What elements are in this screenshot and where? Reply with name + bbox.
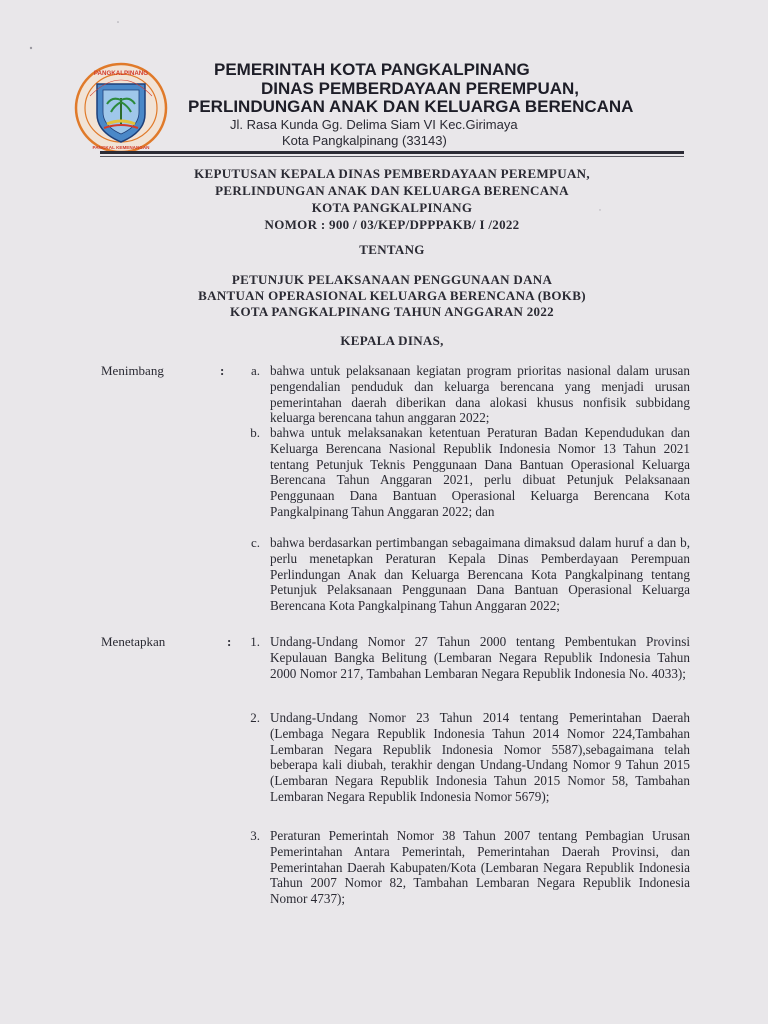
menimbang-item-marker: c. (250, 535, 260, 550)
menetapkan-item-text: Peraturan Pemerintah Nomor 38 Tahun 2007 tentang Pembagian Urusan Pemerintahan Antara Pemerintah, Pemerintahan Daerah Provinsi, dan Pemerintahan Daerah Kabupaten/Kota (Lembaran Negara Republik Indonesia Tahun 2007 Nomor 82, Tambahan Lembaran Negara Republik Indonesia Nomor 4737); (270, 828, 690, 907)
svg-text:PANGKALPINANG: PANGKALPINANG (93, 70, 149, 77)
decree-title-line2: PERLINDUNGAN ANAK DAN KELUARGA BERENCANA (215, 183, 569, 198)
decree-title-line1: KEPUTUSAN KEPALA DINAS PEMBERDAYAAN PEREMPUAN, (194, 166, 590, 181)
letterhead-agency-line1: DINAS PEMBERDAYAAN PEREMPUAN, (261, 79, 580, 98)
letterhead-address: Jl. Rasa Kunda Gg. Delima Siam VI Kec.Girimaya (230, 117, 518, 132)
menimbang-label: Menimbang (101, 363, 164, 378)
menimbang-item-text: bahwa berdasarkan pertimbangan sebagaimana dimaksud dalam huruf a dan b, perlu menetapkan Peraturan Kepala Dinas Pemberdayaan Perempuan Perlindungan Anak dan Keluarga Berencana Kota Pangkalpinang tentang Petunjuk Pelaksanaan Penggunaan Dana Bantuan Operasional Keluarga Berencana Kota Pangkalpinang Tahun Anggaran 2022; (270, 535, 690, 614)
menetapkan-colon: : (227, 634, 232, 649)
menetapkan-item-text: Undang-Undang Nomor 23 Tahun 2014 tentang Pemerintahan Daerah (Lembaga Negara Republik Indonesia Tahun 2014 Nomor 224,Tambahan Lembaran Negara Republik Indonesia Nomor 5587),sebagaimana telah beberapa kali diubah, terakhir dengan Undang-Undang Nomor 9 Tahun 2015 (Lembaran Negara Republik Indonesia Tahun 2015 Nomor 58, Tambahan Lembaran Negara Republik Indonesia Nomor 5679); (270, 710, 690, 804)
decree-subject-line1: PETUNJUK PELAKSANAAN PENGGUNAAN DANA (231, 272, 553, 287)
menimbang-item-text: bahwa untuk pelaksanaan kegiatan program prioritas nasional dalam urusan pengendalian penduduk dan keluarga berencana yang menjadi urusan pemerintahan daerah diberikan dana alokasi khusus nonfisik subbidang keluarga berencana tahun anggaran 2022; (270, 363, 690, 426)
letterhead-city-postcode: Kota Pangkalpinang (33143) (282, 133, 447, 148)
menimbang-colon: : (220, 363, 225, 378)
menimbang-item-marker: b. (250, 425, 260, 440)
menetapkan-item-marker: 3. (250, 828, 260, 843)
menimbang-item-marker: a. (250, 363, 260, 378)
decree-subject-line3: KOTA PANGKALPINANG TAHUN ANGGARAN 2022 (230, 304, 554, 319)
letterhead-government: PEMERINTAH KOTA PANGKALPINANG (214, 60, 530, 79)
letterhead-agency-line2: PERLINDUNGAN ANAK DAN KELUARGA BERENCANA (188, 97, 634, 116)
decree-subject-line2: BANTUAN OPERASIONAL KELUARGA BERENCANA (BOKB) (198, 288, 586, 303)
svg-text:PANGKAL KEMENANGAN: PANGKAL KEMENANGAN (92, 145, 150, 150)
decree-title-line3: KOTA PANGKALPINANG (311, 200, 473, 215)
menimbang-item-text: bahwa untuk melaksanakan ketentuan Peraturan Badan Kependudukan dan Keluarga Berencana Nasional Republik Indonesia Nomor 13 Tahun 2021 tentang Petunjuk Teknis Penggunaan Dana Bantuan Operasional Keluarga Berencana Tahun Anggaran 2021, perlu dibuat Petunjuk Pelaksanaan Penggunaan Dana Bantuan Operasional Keluarga Berencana Kota Pangkalpinang Tahun Anggaran 2022; dan (270, 425, 690, 519)
menetapkan-item-marker: 2. (250, 710, 260, 725)
menetapkan-label: Menetapkan (101, 634, 166, 649)
decree-tentang: TENTANG (359, 242, 425, 257)
decree-number: NOMOR : 900 / 03/KEP/DPPPAKB/ I /2022 (264, 217, 520, 232)
menetapkan-item-text: Undang-Undang Nomor 27 Tahun 2000 tentang Pembentukan Provinsi Kepulauan Bangka Belitung (Lembaran Negara Republik Indonesia Tahun 2000 Nomor 217, Tambahan Lembaran Negara Republik Indonesia No. 4033); (270, 634, 690, 681)
decree-official-title: KEPALA DINAS, (340, 333, 444, 348)
menetapkan-item-marker: 1. (250, 634, 260, 649)
